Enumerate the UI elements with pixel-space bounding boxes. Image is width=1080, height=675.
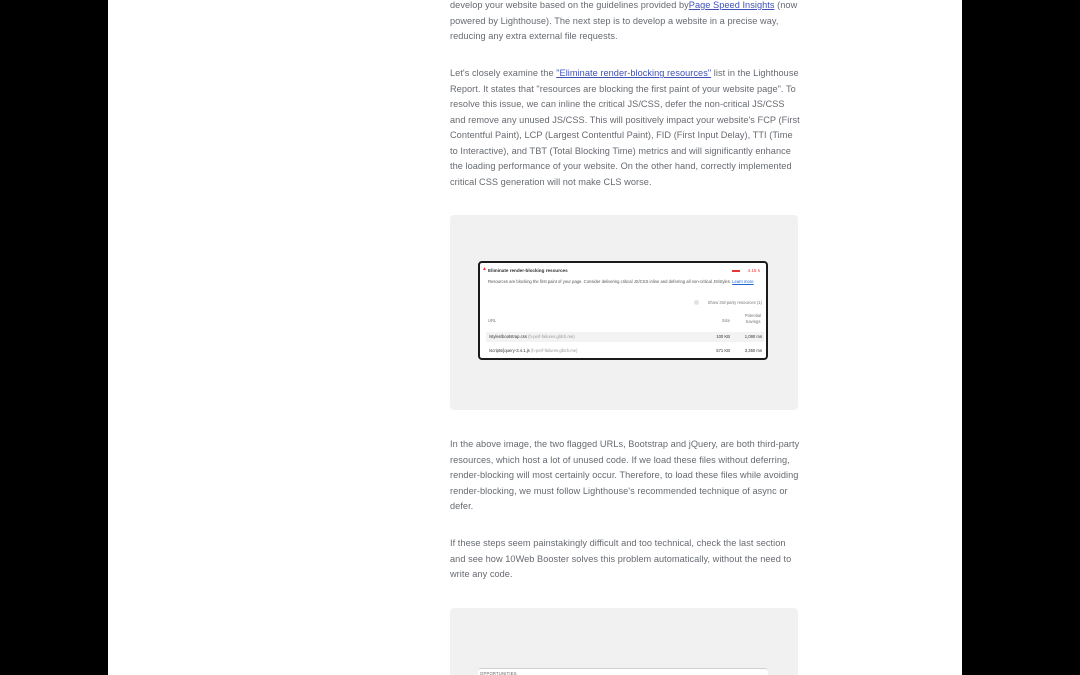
audit-savings: 4.15 s	[747, 268, 760, 273]
savings-bar	[732, 270, 740, 272]
paragraph-text: Let's closely examine the	[450, 68, 557, 78]
row-url	[489, 334, 575, 340]
row-url-host: (h-perf-failures.glitch.me)	[530, 348, 578, 353]
paragraph-text: develop your website based on the guidelines provided by	[450, 0, 689, 10]
article-page	[108, 0, 962, 675]
learn-more-link[interactable]: Learn more	[732, 279, 754, 284]
table-row	[486, 346, 764, 356]
table-row	[486, 332, 764, 342]
column-header-url: URL	[488, 318, 497, 323]
row-url	[489, 348, 577, 354]
row-savings: 3,350 ms	[744, 348, 762, 353]
row-size: 571 KB	[716, 348, 730, 353]
column-header-size: Size	[721, 318, 730, 323]
article-paragraph-1	[450, 0, 800, 45]
column-header-potential-savings: Potential Savings	[744, 313, 762, 324]
lighthouse-report-image	[450, 215, 798, 410]
row-savings: 1,090 ms	[744, 334, 762, 339]
third-party-toggle-label[interactable]: Show 3rd-party resources (1)	[707, 300, 762, 305]
article-paragraph-4	[450, 536, 800, 583]
opportunities-panel	[478, 668, 768, 675]
row-url-host: (h-perf-failures.glitch.me)	[528, 334, 575, 339]
paragraph-text: If these steps seem painstakingly difficult and too technical, check the last section and see how 10Web Booster solves this problem automatically, without the need to write any code.	[450, 538, 792, 579]
row-url-path: /styles/bootstrap.css	[489, 334, 527, 339]
paragraph-text: In the above image, the two flagged URLs, Bootstrap and jQuery, are both third-party resources, which host a lot of unused code. If we load these files without deferring, render-blocking will most certainly occur. Therefore, to load these files while avoiding render-blocking, we must follow Lighthouse's recommended technique of async or defer.	[450, 439, 800, 511]
audit-description	[488, 279, 764, 285]
row-url-path: /scripts/jquery-3.4.1.js	[489, 348, 530, 353]
page-speed-insights-link[interactable]: Page Speed Insights	[688, 0, 775, 10]
opportunities-image	[450, 608, 798, 675]
third-party-toggle-icon[interactable]	[694, 300, 699, 305]
paragraph-text: (now powered by Lighthouse). The next step is to develop a website in a precise way, reducing any extra external file requests.	[450, 0, 798, 41]
warning-triangle-icon: ▲	[482, 266, 487, 272]
paragraph-text: list in the Lighthouse Report. It states that "resources are blocking the first paint of your website page". To resolve this issue, we can inline the critical JS/CSS, defer the non-critical JS/CSS and remove any unused JS/CSS. This will positively impact your website's FCP (First Contentful Paint), LCP (Largest Contentful Paint), FID (First Input Delay), TTI (Time to Interactive), and TBT (Total Blocking Time) metrics and will significantly enhance the loading performance of your website. On the other hand, correctly implemented critical CSS generation will not make CLS worse.	[450, 68, 800, 187]
audit-title: Eliminate render-blocking resources	[488, 268, 568, 273]
lighthouse-audit-panel	[478, 261, 768, 360]
eliminate-render-blocking-link[interactable]: "Eliminate render-blocking resources"	[556, 68, 712, 78]
article-paragraph-3	[450, 437, 800, 515]
article-paragraph-2	[450, 66, 800, 190]
row-size: 100 KB	[716, 334, 730, 339]
audit-description-text: Resources are blocking the first paint of your page. Consider delivering critical JS/CSS inline and deferring all non-critical JS/styles.	[488, 279, 731, 284]
opportunities-label: OPPORTUNITIES	[480, 671, 517, 675]
